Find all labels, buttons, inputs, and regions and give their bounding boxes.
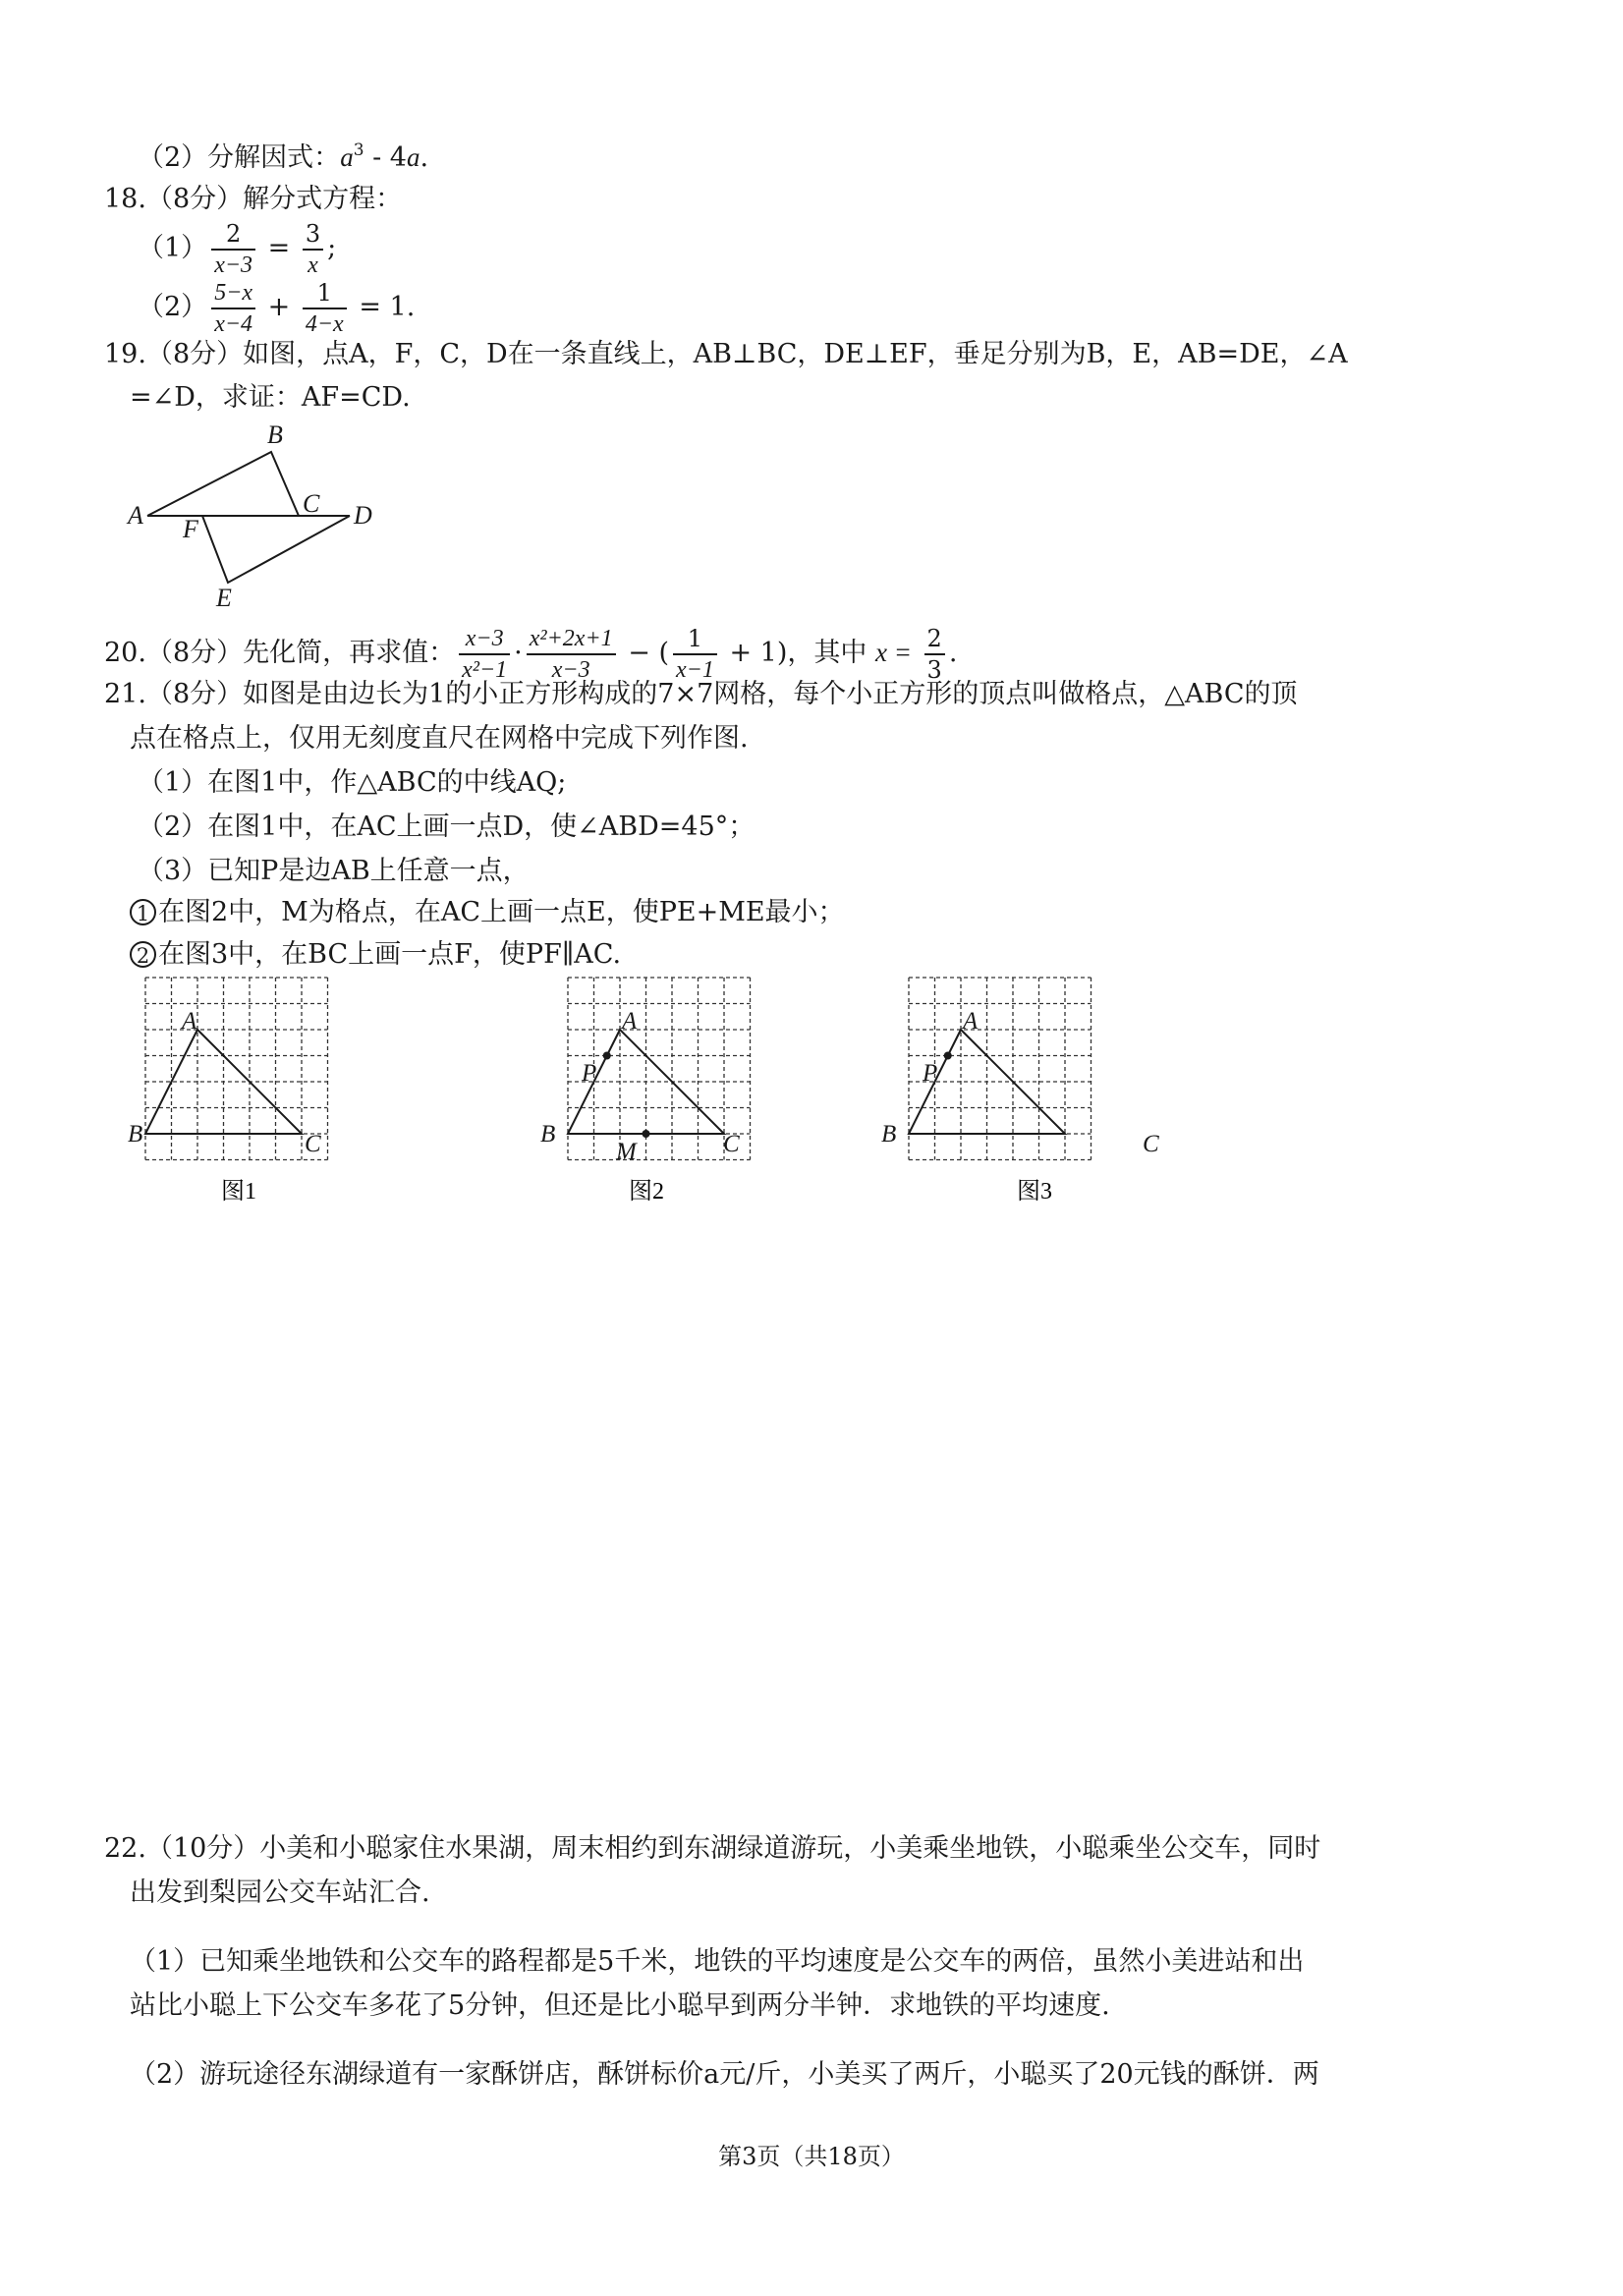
q17-part2 xyxy=(138,140,428,178)
q21-line1: 21.（8分）如图是由边长为1的小正方形构成的7×7网格，每个小正方形的顶点叫做格点，△ABC的顶 xyxy=(104,679,1298,709)
q20-prefix: 20.（8分）先化简，再求值： xyxy=(104,638,456,668)
label-a: A xyxy=(182,1008,197,1035)
q20-dot: · xyxy=(514,638,523,668)
q22-part1-b: 站比小聪上下公交车多花了5分钟，但还是比小聪早到两分半钟．求地铁的平均速度. xyxy=(130,1990,1110,2021)
q18-part2 xyxy=(138,277,415,338)
q19-line2: =∠D，求证：AF=CD. xyxy=(130,382,411,413)
fraction-denominator: x²−1 xyxy=(462,656,508,683)
q20-fraction3 xyxy=(673,626,717,683)
fraction-numerator: 5−x xyxy=(211,280,255,309)
q20-value-fraction xyxy=(924,626,945,683)
label-d: D xyxy=(354,501,372,530)
label-m: M xyxy=(616,1139,637,1165)
label-a: A xyxy=(963,1008,979,1035)
q21-figure-1 xyxy=(123,973,364,1204)
q20-plus-one: + 1)，其中 xyxy=(729,638,867,668)
caption-figure-3: 图3 xyxy=(1017,1179,1052,1204)
q18-part1-left-fraction xyxy=(211,221,255,278)
q18-stem: 18.（8分）解分式方程： xyxy=(104,184,403,214)
q18-part1-end: ; xyxy=(327,233,337,263)
point-p xyxy=(944,1052,952,1060)
q20-minus-open: − ( xyxy=(628,638,669,668)
label-b: B xyxy=(267,420,283,449)
q21-part2: （2）在图1中，在AC上画一点D，使∠ABD=45°； xyxy=(138,812,756,842)
q17-end: . xyxy=(420,142,429,173)
q22-line1: 22.（10分）小美和小聪家住水果湖，周末相约到东湖绿道游玩，小美乘坐地铁，小聪乘坐公交车，同时 xyxy=(104,1833,1321,1864)
q21-sub2 xyxy=(130,938,621,972)
q18-part1-right-fraction xyxy=(303,221,323,278)
triangle-def xyxy=(202,516,350,583)
q21-figure-2 xyxy=(531,973,771,1204)
fraction-denominator: 4−x xyxy=(305,310,344,337)
q17-exponent: 3 xyxy=(353,140,364,160)
point-p xyxy=(603,1052,611,1060)
q21-line2: 点在格点上，仅用无刻度直尺在网格中完成下列作图. xyxy=(130,723,749,754)
label-b: B xyxy=(540,1121,556,1148)
q20-fraction2 xyxy=(527,626,616,683)
q18-part2-label: （2） xyxy=(138,292,208,322)
q21-part3: （3）已知P是边AB上任意一点， xyxy=(138,856,530,886)
q19-figure xyxy=(118,418,393,614)
caption-figure-1: 图1 xyxy=(221,1179,256,1204)
fraction-denominator: x−4 xyxy=(214,310,253,337)
fraction-denominator: x xyxy=(308,252,318,278)
label-p: P xyxy=(582,1060,597,1087)
q20-line xyxy=(104,621,957,685)
caption-figure-2: 图2 xyxy=(629,1179,664,1204)
label-f: F xyxy=(183,515,198,543)
label-c: C xyxy=(1143,1131,1159,1157)
q18-part1 xyxy=(138,218,336,279)
label-b: B xyxy=(881,1121,897,1148)
q21-sub1-text: 在图2中，M为格点，在AC上画一点E，使PE+ME最小； xyxy=(158,897,845,927)
q20-x-equals: x = xyxy=(874,638,912,667)
label-c: C xyxy=(305,1131,321,1157)
fraction-denominator: x−1 xyxy=(676,656,714,683)
fraction-numerator: 1 xyxy=(673,626,717,655)
q21-figure-3 xyxy=(879,973,1203,1204)
label-e: E xyxy=(216,584,232,612)
q21-sub2-text: 在图3中，在BC上画一点F，使PF∥AC. xyxy=(158,939,622,970)
q17-part2-prefix: （2）分解因式： xyxy=(138,142,341,173)
q22-part1-a: （1）已知乘坐地铁和公交车的路程都是5千米，地铁的平均速度是公交车的两倍，虽然小美进站和出 xyxy=(130,1946,1305,1977)
circled-number-2: 2 xyxy=(130,941,156,968)
q19-line1: 19.（8分）如图，点A，F，C，D在一条直线上，AB⊥BC，DE⊥EF，垂足分别为B，E，AB=DE，∠A xyxy=(104,339,1348,369)
q20-end: . xyxy=(948,638,958,668)
page-footer: 第3页（共18页） xyxy=(718,2143,905,2170)
label-a: A xyxy=(128,501,143,530)
fraction-numerator: 2 xyxy=(924,626,945,655)
q22-line2: 出发到梨园公交车站汇合. xyxy=(130,1877,430,1908)
q18-part2-rhs: = 1 xyxy=(359,292,407,322)
q18-part2-fraction2 xyxy=(303,280,347,337)
label-p: P xyxy=(923,1060,938,1087)
q22-part2-a: （2）游玩途径东湖绿道有一家酥饼店，酥饼标价a元/斤，小美买了两斤，小聪买了20元钱的酥饼．两 xyxy=(130,2059,1319,2090)
fraction-numerator: 3 xyxy=(303,221,323,251)
q21-sub1 xyxy=(130,896,845,929)
q18-part2-fraction1 xyxy=(211,280,255,337)
fraction-numerator: x²+2x+1 xyxy=(527,626,616,655)
label-b: B xyxy=(128,1121,143,1148)
q18-part1-label: （1） xyxy=(138,233,208,263)
fraction-numerator: 2 xyxy=(211,221,255,251)
circled-number-1: 1 xyxy=(130,899,156,925)
label-a: A xyxy=(622,1008,638,1035)
q17-var-a2: a xyxy=(406,142,420,172)
fraction-denominator: 3 xyxy=(926,655,942,684)
q17-var-a: a xyxy=(340,142,354,172)
label-c: C xyxy=(723,1131,740,1157)
q18-part1-equals: = xyxy=(267,233,291,263)
q21-part1: （1）在图1中，作△ABC的中线AQ; xyxy=(138,767,567,798)
q18-part2-plus: + xyxy=(267,292,291,322)
q20-fraction1 xyxy=(459,626,510,683)
fraction-denominator: x−3 xyxy=(214,252,253,278)
label-c: C xyxy=(303,489,320,518)
fraction-numerator: 1 xyxy=(303,280,347,309)
fraction-numerator: x−3 xyxy=(459,626,510,655)
q17-minus: - 4 xyxy=(364,142,407,173)
triangle-abc xyxy=(147,452,299,516)
q18-part2-end: . xyxy=(406,292,416,322)
fraction-denominator: x−3 xyxy=(551,656,590,683)
point-m xyxy=(643,1130,650,1138)
